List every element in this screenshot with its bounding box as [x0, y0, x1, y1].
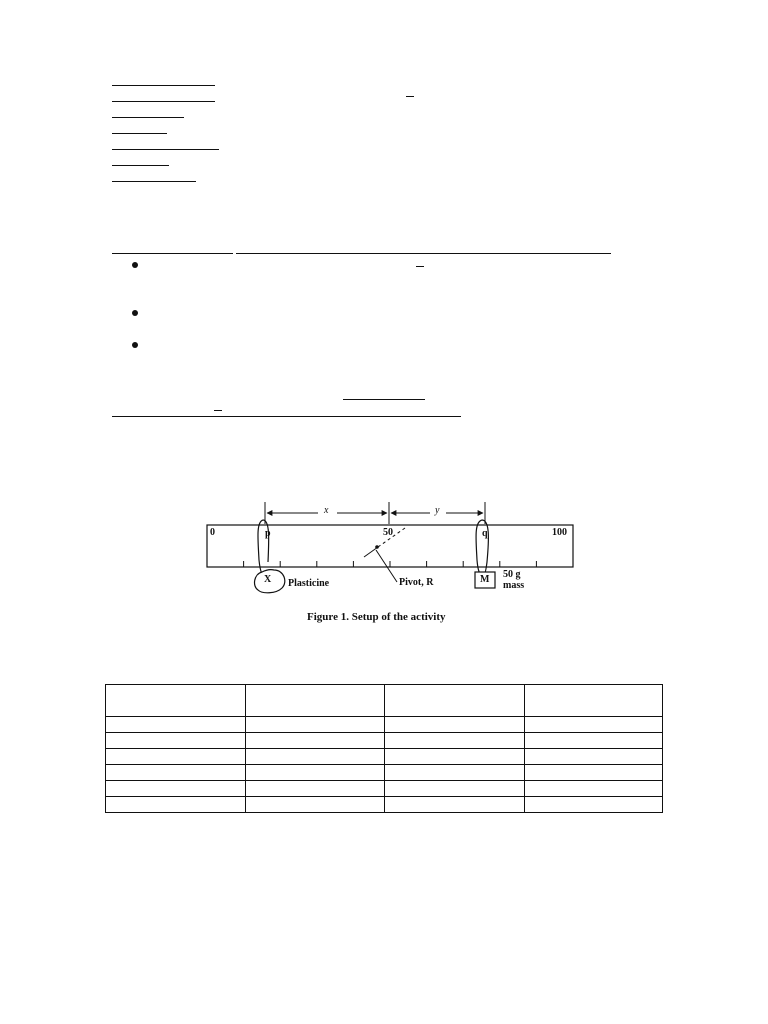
table-cell — [385, 781, 525, 797]
table-cell — [246, 717, 385, 733]
table-cell — [525, 765, 663, 781]
point-p-label: p — [265, 528, 271, 539]
table-cell — [106, 781, 246, 797]
table-cell — [106, 717, 246, 733]
pivot-label: Pivot, R — [399, 577, 434, 588]
table-cell — [385, 797, 525, 813]
table-cell — [525, 685, 663, 717]
figure-caption: Figure 1. Setup of the activity — [307, 611, 446, 623]
mass-label-line1: 50 g — [503, 569, 521, 580]
plasticine-letter: X — [264, 574, 272, 585]
table-cell — [106, 797, 246, 813]
point-q-label: q — [482, 528, 488, 539]
distance-y-label: y — [435, 505, 440, 516]
table-cell — [525, 797, 663, 813]
table-cell — [106, 733, 246, 749]
table-cell — [385, 733, 525, 749]
table-cell — [246, 765, 385, 781]
distance-x-label: x — [324, 505, 329, 516]
table-cell — [525, 717, 663, 733]
results-table — [105, 684, 663, 813]
table-cell — [385, 685, 525, 717]
table-cell — [525, 733, 663, 749]
mass-letter: M — [480, 574, 490, 585]
ruler-mark-hundred: 100 — [552, 527, 567, 538]
table-cell — [525, 781, 663, 797]
table-cell — [385, 717, 525, 733]
table-cell — [246, 797, 385, 813]
table-cell — [385, 765, 525, 781]
table-cell — [246, 685, 385, 717]
table-header-row — [106, 685, 663, 717]
table-cell — [385, 749, 525, 765]
table-cell — [106, 749, 246, 765]
table-row — [106, 733, 663, 749]
table-row — [106, 765, 663, 781]
table-cell — [525, 749, 663, 765]
table-row — [106, 781, 663, 797]
ruler-mark-zero: 0 — [210, 527, 215, 538]
plasticine-label: Plasticine — [288, 578, 330, 589]
table-cell — [106, 685, 246, 717]
ruler-mark-fifty: 50 — [383, 527, 393, 538]
table-cell — [106, 765, 246, 781]
table-row — [106, 797, 663, 813]
pivot-point — [375, 545, 379, 549]
table-cell — [246, 749, 385, 765]
mass-label-line2: mass — [503, 580, 525, 591]
table-row — [106, 717, 663, 733]
table-row — [106, 749, 663, 765]
table-cell — [246, 733, 385, 749]
table-cell — [246, 781, 385, 797]
